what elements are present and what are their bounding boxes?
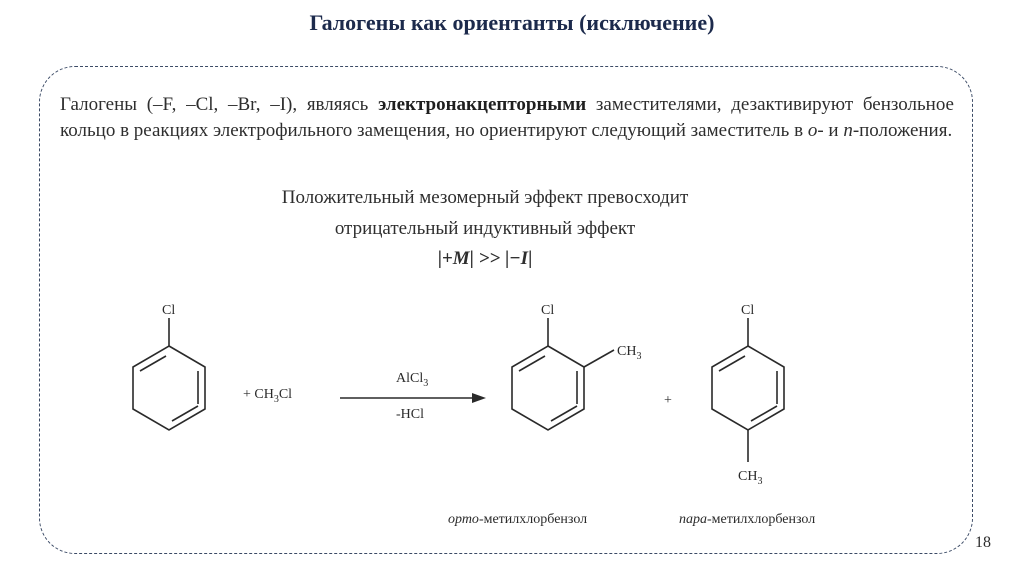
effect-line-2: отрицательный индуктивный эффект <box>334 218 636 239</box>
ortho-caption-rest: -метилхлорбензол <box>478 512 588 527</box>
reagent-label: + $CH_3Cl$ <box>243 387 293 405</box>
slide-title: Галогены как ориентанты (исключение) <box>309 10 715 35</box>
effect-formula: |+M| >> |−I| <box>437 248 533 269</box>
byproduct-label: -HCl <box>396 407 424 422</box>
para-text-2: заместителями, дезактивируют бензольное кольцо в реакциях электрофильного замещения, но ориентируют следующий заместитель в <box>60 94 954 141</box>
para-caption-rest: -метилхлорбензол <box>707 512 816 527</box>
formula-operator: >> <box>473 248 505 269</box>
para-text-3: - и <box>817 120 844 141</box>
para-product-structure <box>712 318 784 462</box>
para-caption <box>679 512 815 528</box>
products-plus: + <box>664 393 672 408</box>
chlorobenzene-cl-label: Cl <box>162 303 176 318</box>
para-p-letter: п <box>843 120 853 141</box>
catalyst-label: AlCl$_3$ <box>396 371 429 389</box>
para-text-4: -положения. <box>852 120 953 141</box>
chlorobenzene-structure <box>133 318 205 430</box>
ortho-product-structure <box>512 318 614 430</box>
reaction-arrow <box>340 393 486 403</box>
ortho-cl-label: Cl <box>541 303 555 318</box>
ortho-caption-prefix: орто <box>448 512 479 527</box>
para-caption-prefix: пара <box>679 512 707 527</box>
effect-line-1: Положительный мезомерный эффект превосходит <box>281 187 689 208</box>
formula-minus-i: −I <box>509 248 529 269</box>
slide-number: 18 <box>975 534 991 551</box>
ortho-caption <box>448 512 587 528</box>
ortho-ch3-label: $CH_3$ <box>617 344 642 362</box>
para-cl-label: Cl <box>741 303 755 318</box>
para-text-1: Галогены (–F, –Cl, –Br, –I), являясь <box>60 94 379 115</box>
para-o-letter: о <box>807 120 818 141</box>
para-bold-term: электронакцепторными <box>378 94 587 115</box>
formula-plus-m: +M <box>441 248 470 269</box>
para-ch3-label: $CH_3$ <box>738 469 763 487</box>
